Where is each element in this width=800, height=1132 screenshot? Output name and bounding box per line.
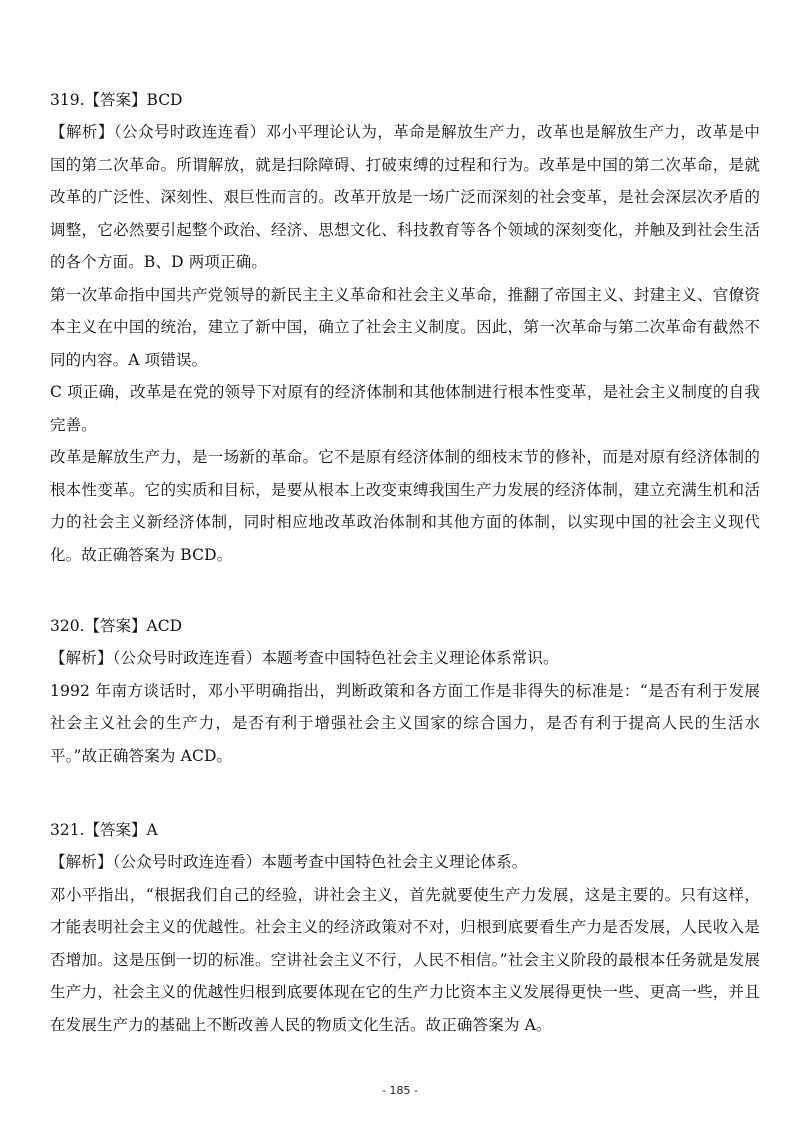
explanation-paragraph: C 项正确，改革是在党的领导下对原有的经济体制和其他体制进行根本性变革，是社会主义制度的自我完善。	[50, 383, 760, 434]
page-number: - 185 -	[382, 1084, 418, 1097]
answer-line: 321.【答案】A	[50, 821, 158, 839]
question-320	[50, 610, 760, 772]
analysis-paragraph: 【解析】（公众号时政连连看）本题考查中国特色社会主义理论体系常识。	[50, 649, 559, 667]
analysis-paragraph: 【解析】（公众号时政连连看）本题考查中国特色社会主义理论体系。	[50, 853, 528, 871]
question-321	[50, 814, 760, 1041]
explanation-paragraph: 邓小平指出，“根据我们自己的经验，讲社会主义，首先就要使生产力发展，这是主要的。只有这样，才能表明社会主义的优越性。社会主义的经济政策对不对，归根到底要看生产力是否发展，人民收入是否增加。这是压倒一切的标准。空讲社会主义不行，人民不相信。”社会主义阶段的最根本任务就是发展生产力，社会主义的优越性归根到底要体现在它的生产力比资本主义发展得更快一些、更高一些，并且在发展生产力的基础上不断改善人民的物质文化生活。故正确答案为 A。	[50, 885, 760, 1034]
answer-line: 320.【答案】ACD	[50, 617, 182, 635]
explanation-paragraph: 1992 年南方谈话时，邓小平明确指出，判断政策和各方面工作是非得失的标准是：“是否有利于发展社会主义社会的生产力，是否有利于增强社会主义国家的综合国力，是否有利于提高人民的生活水平。”故正确答案为 ACD。	[50, 681, 760, 765]
question-319	[50, 84, 760, 571]
answer-line: 319.【答案】BCD	[50, 91, 183, 109]
explanation-paragraph: 第一次革命指中国共产党领导的新民主主义革命和社会主义革命，推翻了帝国主义、封建主义、官僚资本主义在中国的统治，建立了新中国，确立了社会主义制度。因此，第一次革命与第二次革命有截然不同的内容。A 项错误。	[50, 285, 760, 369]
explanation-paragraph: 改革是解放生产力，是一场新的革命。它不是原有经济体制的细枝末节的修补，而是对原有经济体制的根本性变革。它的实质和目标，是要从根本上改变束缚我国生产力发展的经济体制，建立充满生机和活力的社会主义新经济体制，同时相应地改革政治体制和其他方面的体制，以实现中国的社会主义现代化。故正确答案为 BCD。	[50, 448, 760, 564]
analysis-paragraph: 【解析】（公众号时政连连看）邓小平理论认为，革命是解放生产力，改革也是解放生产力，改革是中国的第二次革命。所谓解放，就是扫除障碍、打破束缚的过程和行为。改革是中国的第二次革命，是就改革的广泛性、深刻性、艰巨性而言的。改革开放是一场广泛而深刻的社会变革，是社会深层次矛盾的调整，它必然要引起整个政治、经济、思想文化、科技教育等各个领域的深刻变化，并触及到社会生活的各个方面。B、D 两项正确。	[50, 123, 760, 271]
